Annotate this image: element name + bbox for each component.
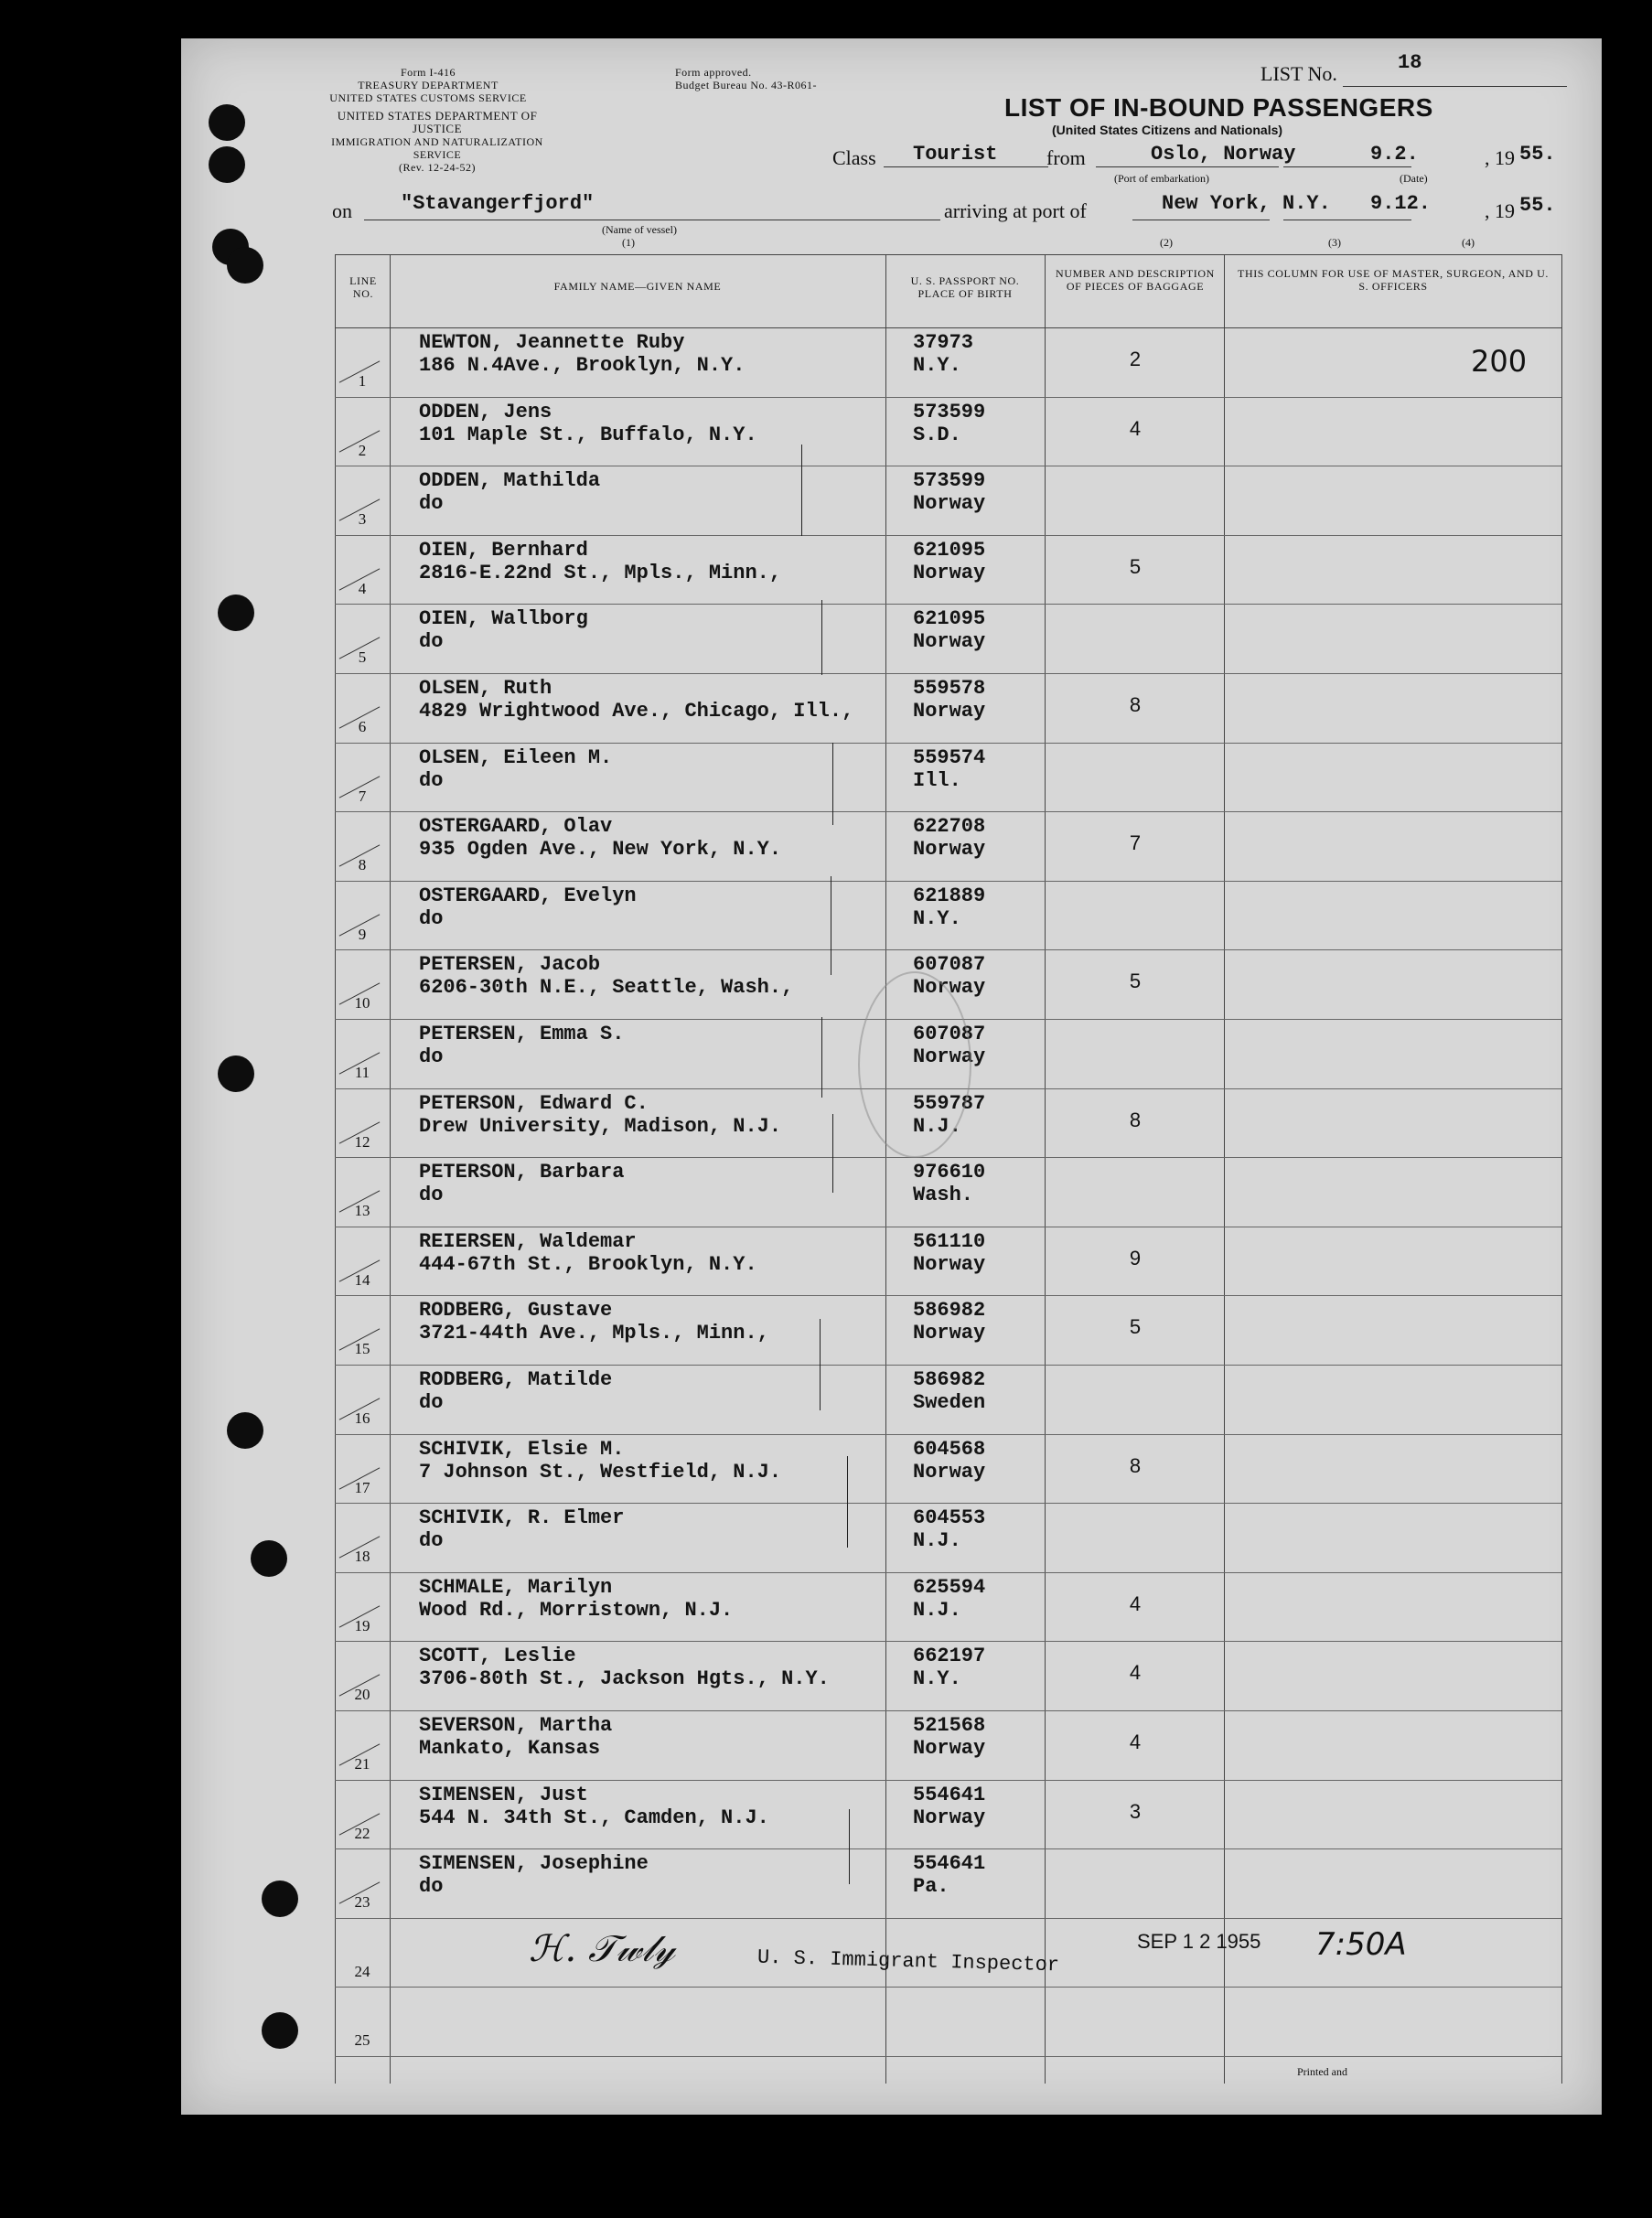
form-approved: Form approved. (675, 66, 752, 79)
passenger-name: OLSEN, Ruth (419, 677, 552, 700)
departure-year: 55. (1519, 143, 1556, 166)
on-label: on (332, 199, 352, 222)
table-row (335, 1641, 1561, 1709)
passenger-address: 544 N. 34th St., Camden, N.J. (419, 1805, 769, 1829)
class-label: Class (832, 146, 876, 169)
place-of-birth: Pa. (913, 1875, 949, 1899)
passport-number: 604553 (913, 1506, 986, 1530)
col-header-baggage: NUMBER AND DESCRIPTION OF PIECES OF BAGGAGE (1056, 267, 1215, 293)
form-agency-block (327, 66, 529, 104)
passenger-name: SCHIVIK, Elsie M. (419, 1437, 625, 1461)
line-number: 19 (354, 1616, 370, 1634)
pencil-bracket (820, 1319, 821, 1410)
baggage-count: 8 (1129, 1108, 1142, 1131)
line-number: 13 (354, 1202, 370, 1220)
passenger-address: 186 N.4Ave., Brooklyn, N.Y. (419, 354, 746, 377)
line-number: 23 (354, 1893, 370, 1912)
passenger-address: do (419, 1045, 444, 1068)
passenger-name: NEWTON, Jeannette Ruby (419, 331, 685, 354)
place-of-birth: Norway (913, 630, 986, 654)
passenger-address: 7 Johnson St., Westfield, N.J. (419, 1460, 782, 1484)
baggage-count: 7 (1129, 831, 1142, 855)
officer-note: 200 (1471, 344, 1528, 379)
place-of-birth: N.Y. (913, 1667, 961, 1691)
table-row (335, 1227, 1561, 1295)
table-row (335, 397, 1561, 466)
line-number: 22 (354, 1824, 370, 1842)
place-of-birth: Norway (913, 561, 986, 584)
table-row (335, 604, 1561, 672)
passenger-address: do (419, 492, 444, 516)
passport-number: 976610 (913, 1161, 986, 1184)
passenger-address: do (419, 630, 444, 654)
line-number: 7 (358, 787, 367, 805)
passenger-name: PETERSEN, Emma S. (419, 1023, 625, 1045)
table-row (335, 535, 1561, 604)
column-ref-3: (3) (1328, 236, 1341, 249)
place-of-birth: Norway (913, 700, 986, 723)
dept-treasury: TREASURY DEPARTMENT (358, 79, 499, 91)
line-number: 8 (358, 856, 367, 874)
passenger-table (335, 254, 1561, 2084)
passport-number: 37973 (913, 331, 974, 354)
passenger-name: ODDEN, Jens (419, 400, 552, 423)
embarkation-port: Oslo, Norway (1151, 143, 1296, 166)
list-no-label: LIST No. (1260, 62, 1337, 85)
line-number: 9 (358, 925, 367, 943)
arriving-label: arriving at port of (944, 199, 1087, 222)
col-header-name: FAMILY NAME—GIVEN NAME (553, 280, 722, 293)
baggage-count: 5 (1129, 1315, 1142, 1339)
inspector-signature: ℋ. 𝒯𝓌𝓁𝓎 (529, 1928, 675, 1970)
binder-hole (218, 595, 254, 631)
place-of-birth: Ill. (913, 768, 961, 792)
passenger-address: Drew University, Madison, N.J. (419, 1114, 782, 1138)
passenger-name: RODBERG, Gustave (419, 1299, 613, 1323)
line-number: 20 (354, 1686, 370, 1704)
col-header-officers: THIS COLUMN FOR USE OF MASTER, SURGEON, AND U. S. OFFICERS (1238, 267, 1549, 293)
passport-number: 621095 (913, 538, 986, 562)
passenger-name: OLSEN, Eileen M. (419, 745, 613, 769)
passport-number: 561110 (913, 1229, 986, 1253)
table-row (335, 811, 1561, 880)
line-number: 4 (358, 579, 367, 597)
col-header-passport: U. S. PASSPORT NO. PLACE OF BIRTH (910, 274, 1020, 300)
passenger-name: OSTERGAARD, Olav (419, 815, 613, 839)
passport-number: 521568 (913, 1714, 986, 1737)
place-of-birth: Norway (913, 1805, 986, 1829)
table-row (335, 1434, 1561, 1503)
document-page (181, 38, 1602, 2115)
place-of-birth: Norway (913, 1322, 986, 1345)
col-header-line-no: LINE NO. (349, 274, 377, 300)
line-number: 14 (354, 1270, 370, 1289)
baggage-count: 5 (1129, 554, 1142, 578)
place-of-birth: N.J. (913, 1598, 961, 1622)
passenger-address: 935 Ogden Ave., New York, N.Y. (419, 838, 782, 862)
column-ref-4: (4) (1462, 236, 1475, 249)
passenger-name: PETERSON, Edward C. (419, 1091, 649, 1115)
passport-number: 607087 (913, 953, 986, 977)
binder-hole (227, 247, 263, 284)
baggage-count: 4 (1129, 416, 1142, 440)
document-title: LIST OF IN-BOUND PASSENGERS (1004, 93, 1433, 122)
table-row (335, 1987, 1561, 2055)
passport-number: 586982 (913, 1368, 986, 1391)
passenger-name: REIERSEN, Waldemar (419, 1229, 637, 1253)
passenger-name: OIEN, Wallborg (419, 607, 588, 631)
place-of-birth: Norway (913, 976, 986, 1000)
passenger-address: 101 Maple St., Buffalo, N.Y. (419, 423, 757, 446)
justice-block (327, 110, 547, 174)
binder-hole (262, 1880, 298, 1917)
approval-block (675, 66, 876, 91)
passenger-address: 444-67th St., Brooklyn, N.Y. (419, 1252, 757, 1276)
place-of-birth: S.D. (913, 423, 961, 446)
place-of-birth: N.J. (913, 1529, 961, 1553)
form-number: Form I-416 (401, 66, 456, 79)
table-row (335, 1572, 1561, 1641)
passport-number: 625594 (913, 1575, 986, 1599)
passenger-address: 3706-80th St., Jackson Hgts., N.Y. (419, 1667, 830, 1691)
line-number: 10 (354, 994, 370, 1013)
line-number: 25 (354, 2031, 370, 2050)
binder-hole (262, 2012, 298, 2049)
passenger-address: do (419, 768, 444, 792)
table-row (335, 1503, 1561, 1571)
line-number: 15 (354, 1340, 370, 1358)
passenger-address: do (419, 1184, 444, 1207)
baggage-count: 4 (1129, 1730, 1142, 1753)
arrival-date: 9.12. (1370, 192, 1432, 215)
pencil-bracket (821, 1017, 822, 1098)
baggage-count: 4 (1129, 1591, 1142, 1615)
baggage-count: 8 (1129, 1453, 1142, 1477)
line-number: 17 (354, 1478, 370, 1496)
passenger-name: PETERSON, Barbara (419, 1161, 625, 1184)
table-row (335, 327, 1561, 396)
pencil-bracket (832, 1114, 833, 1193)
passport-number: 662197 (913, 1645, 986, 1668)
document-subtitle: (United States Citizens and Nationals) (1052, 123, 1283, 137)
binder-hole (209, 146, 245, 183)
passenger-name: ODDEN, Mathilda (419, 469, 601, 493)
inspector-title: U. S. Immigrant Inspector (756, 1945, 1060, 1977)
port-caption: (Port of embarkation) (1114, 172, 1209, 185)
dept-customs: UNITED STATES CUSTOMS SERVICE (329, 91, 527, 104)
date-caption: (Date) (1400, 172, 1428, 185)
list-no-value: 18 (1398, 51, 1422, 74)
place-of-birth: Norway (913, 838, 986, 862)
passenger-address: 4829 Wrightwood Ave., Chicago, Ill., (419, 700, 854, 723)
place-of-birth: Norway (913, 1045, 986, 1068)
baggage-count: 3 (1129, 1799, 1142, 1823)
pencil-bracket (849, 1809, 850, 1884)
pencil-bracket (847, 1456, 848, 1548)
passport-number: 554641 (913, 1783, 986, 1806)
passport-number: 586982 (913, 1299, 986, 1323)
passenger-name: OSTERGAARD, Evelyn (419, 884, 637, 907)
line-number: 11 (354, 1064, 370, 1081)
passenger-name: SIMENSEN, Just (419, 1783, 588, 1806)
dept-justice: UNITED STATES DEPARTMENT OF JUSTICE (337, 109, 538, 135)
baggage-count: 4 (1129, 1661, 1142, 1685)
place-of-birth: Wash. (913, 1184, 974, 1207)
class-value: Tourist (913, 143, 998, 166)
table-row (335, 1780, 1561, 1848)
place-of-birth: Norway (913, 1737, 986, 1760)
table-row (335, 1157, 1561, 1226)
line-number: 12 (354, 1132, 370, 1151)
place-of-birth: N.Y. (913, 354, 961, 377)
passenger-address: do (419, 906, 444, 930)
passenger-name: SEVERSON, Martha (419, 1714, 613, 1737)
passport-number: 622708 (913, 815, 986, 839)
budget-bureau: Budget Bureau No. 43-R061- (675, 79, 817, 91)
dept-ins: IMMIGRATION AND NATURALIZATION SERVICE (331, 135, 543, 161)
passenger-address: 2816-E.22nd St., Mpls., Minn., (419, 561, 782, 584)
line-number: 21 (354, 1755, 370, 1773)
passenger-address: 3721-44th Ave., Mpls., Minn., (419, 1322, 769, 1345)
table-row (335, 673, 1561, 742)
table-row (335, 466, 1561, 534)
passenger-address: Mankato, Kansas (419, 1737, 601, 1760)
passenger-name: RODBERG, Matilde (419, 1368, 613, 1391)
table-row (335, 1365, 1561, 1433)
place-of-birth: Sweden (913, 1391, 986, 1414)
line-number: 5 (358, 648, 367, 667)
departure-date: 9.2. (1370, 143, 1419, 166)
row-divider (335, 2056, 1561, 2057)
passenger-address: 6206-30th N.E., Seattle, Wash., (419, 976, 794, 1000)
binder-hole (218, 1055, 254, 1092)
arrival-port: New York, N.Y. (1162, 192, 1331, 215)
passport-number: 559787 (913, 1091, 986, 1115)
baggage-count: 2 (1129, 348, 1142, 370)
passenger-address: do (419, 1391, 444, 1414)
column-ref-2: (2) (1160, 236, 1173, 249)
form-revision: (Rev. 12-24-52) (398, 161, 477, 174)
passport-number: 559578 (913, 677, 986, 700)
binder-hole (209, 104, 245, 141)
baggage-count: 5 (1129, 970, 1142, 993)
passenger-name: SCOTT, Leslie (419, 1645, 576, 1668)
passenger-name: SIMENSEN, Josephine (419, 1852, 649, 1876)
passport-number: 573599 (913, 400, 986, 423)
passport-number: 604568 (913, 1437, 986, 1461)
table-row (335, 1295, 1561, 1364)
passenger-name: OIEN, Bernhard (419, 538, 588, 562)
place-of-birth: Norway (913, 1460, 986, 1484)
line-number: 24 (354, 1962, 370, 1980)
pencil-bracket (832, 743, 833, 825)
arrival-year: 55. (1519, 194, 1556, 217)
passenger-name: SCHIVIK, R. Elmer (419, 1506, 625, 1530)
table-row (335, 1848, 1561, 1917)
inspection-date-stamp: SEP 1 2 1955 (1137, 1930, 1261, 1953)
line-number: 2 (358, 441, 367, 459)
binder-hole (227, 1412, 263, 1449)
official-stamp (858, 971, 971, 1158)
vessel-caption: (Name of vessel) (602, 223, 677, 236)
passenger-address: do (419, 1529, 444, 1553)
table-row (335, 743, 1561, 811)
passport-number: 607087 (913, 1023, 986, 1045)
passport-number: 621095 (913, 607, 986, 631)
passport-number: 559574 (913, 745, 986, 769)
place-of-birth: Norway (913, 1252, 986, 1276)
passenger-name: SCHMALE, Marilyn (419, 1575, 613, 1599)
binder-hole (251, 1540, 287, 1577)
inspection-time: 7:50A (1315, 1926, 1407, 1963)
passport-number: 621889 (913, 884, 986, 907)
printer-note: Printed and (1297, 2065, 1347, 2078)
baggage-count: 8 (1129, 693, 1142, 716)
vessel-name: "Stavangerfjord" (401, 192, 595, 215)
pencil-bracket (821, 600, 822, 675)
year-prefix-1: , 19 (1485, 146, 1515, 169)
from-label: from (1046, 146, 1086, 169)
table-row (335, 881, 1561, 949)
year-prefix-2: , 19 (1485, 199, 1515, 222)
passport-number: 554641 (913, 1852, 986, 1876)
passenger-name: PETERSEN, Jacob (419, 953, 601, 977)
line-number: 18 (354, 1548, 370, 1566)
baggage-count: 9 (1129, 1246, 1142, 1270)
pencil-bracket (801, 445, 802, 536)
line-number: 1 (358, 372, 367, 390)
line-number: 3 (358, 510, 367, 529)
passenger-address: do (419, 1875, 444, 1899)
place-of-birth: N.Y. (913, 906, 961, 930)
line-number: 6 (358, 718, 367, 735)
line-number: 16 (354, 1409, 370, 1427)
place-of-birth: Norway (913, 492, 986, 516)
place-of-birth: N.J. (913, 1114, 961, 1138)
passport-number: 573599 (913, 469, 986, 493)
column-ref-1: (1) (622, 236, 635, 249)
table-row (335, 1710, 1561, 1779)
passenger-address: Wood Rd., Morristown, N.J. (419, 1598, 734, 1622)
